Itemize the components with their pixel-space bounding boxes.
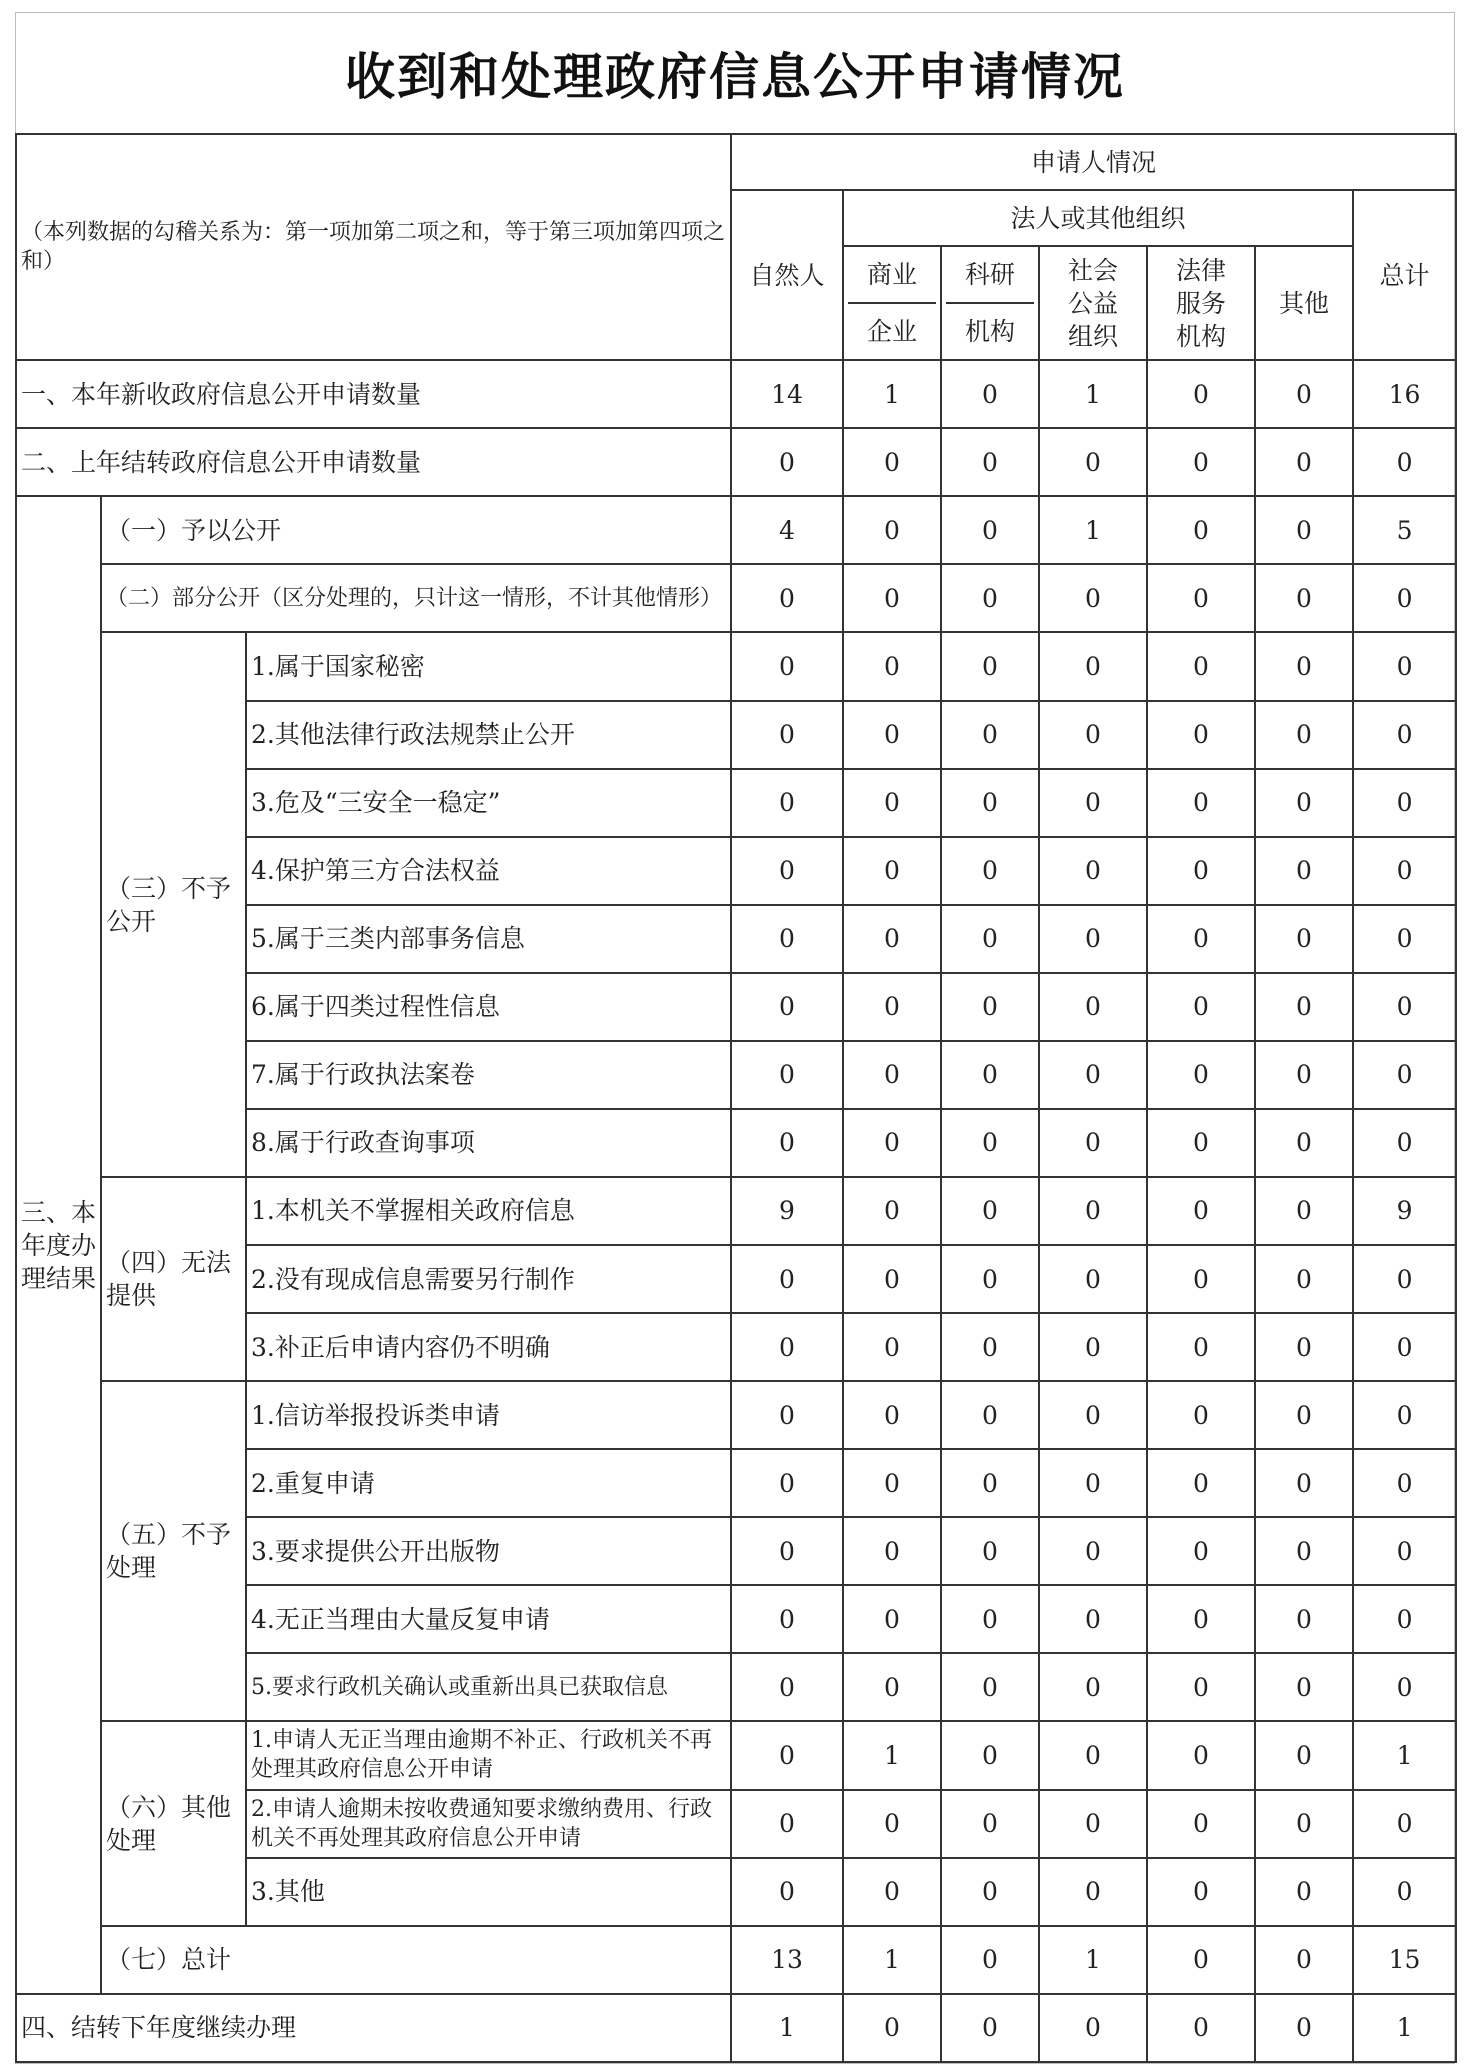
header-research <box>941 246 1039 360</box>
value-cell: 1 <box>1039 360 1147 428</box>
value-cell: 0 <box>941 973 1039 1041</box>
value-cell: 0 <box>731 1858 843 1926</box>
value-cell: 0 <box>1147 1653 1255 1721</box>
value-cell: 0 <box>843 1313 941 1381</box>
value-cell: 0 <box>1255 1245 1353 1313</box>
value-cell: 0 <box>1255 905 1353 973</box>
value-cell: 15 <box>1353 1926 1456 1994</box>
value-cell: 0 <box>941 1517 1039 1585</box>
group-section3-label: 三、本年度办理结果 <box>16 496 101 1993</box>
value-cell: 0 <box>941 564 1039 632</box>
value-cell: 0 <box>941 1858 1039 1926</box>
value-cell: 0 <box>731 1381 843 1449</box>
value-cell: 0 <box>1147 1381 1255 1449</box>
value-cell: 0 <box>731 1653 843 1721</box>
value-cell: 0 <box>1353 632 1456 700</box>
value-cell: 0 <box>731 632 843 700</box>
row-label: 1.属于国家秘密 <box>246 632 731 700</box>
value-cell: 0 <box>1039 1858 1147 1926</box>
value-cell: 0 <box>843 1381 941 1449</box>
header-legal-service: 法律服务机构 <box>1147 246 1255 360</box>
value-cell: 0 <box>1147 1994 1255 2062</box>
header-intro-note: （本列数据的勾稽关系为：第一项加第二项之和，等于第三项加第四项之和） <box>16 134 731 360</box>
value-cell: 5 <box>1353 496 1456 564</box>
row-label: 1.申请人无正当理由逾期不补正、行政机关不再处理其政府信息公开申请 <box>246 1721 731 1789</box>
value-cell: 0 <box>1039 632 1147 700</box>
value-cell: 0 <box>1255 1585 1353 1653</box>
value-cell: 0 <box>843 1041 941 1109</box>
value-cell: 0 <box>1353 1381 1456 1449</box>
table-row <box>16 632 1456 700</box>
value-cell: 0 <box>1353 1449 1456 1517</box>
value-cell: 0 <box>1255 1721 1353 1789</box>
value-cell: 0 <box>1039 1653 1147 1721</box>
value-cell: 0 <box>843 564 941 632</box>
group-other-processing-label: （六）其他处理 <box>101 1721 246 1925</box>
value-cell: 0 <box>1255 1313 1353 1381</box>
value-cell: 0 <box>1147 1926 1255 1994</box>
row-label: 1.本机关不掌握相关政府信息 <box>246 1177 731 1245</box>
value-cell: 0 <box>1039 564 1147 632</box>
value-cell: 0 <box>1255 1994 1353 2062</box>
value-cell: 0 <box>1255 632 1353 700</box>
value-cell: 0 <box>843 701 941 769</box>
value-cell: 0 <box>1353 1109 1456 1177</box>
value-cell: 0 <box>1147 837 1255 905</box>
value-cell: 0 <box>941 496 1039 564</box>
value-cell: 0 <box>1255 701 1353 769</box>
value-cell: 0 <box>941 1177 1039 1245</box>
value-cell: 0 <box>941 1721 1039 1789</box>
value-cell: 0 <box>731 1721 843 1789</box>
value-cell: 0 <box>843 1449 941 1517</box>
value-cell: 1 <box>731 1994 843 2062</box>
row-label: 3.要求提供公开出版物 <box>246 1517 731 1585</box>
value-cell: 1 <box>1353 1721 1456 1789</box>
table-row <box>16 1177 1456 1245</box>
header-commercial-line2: 企业 <box>848 302 936 359</box>
value-cell: 0 <box>1039 837 1147 905</box>
value-cell: 0 <box>1353 1585 1456 1653</box>
row-label: 2.重复申请 <box>246 1449 731 1517</box>
value-cell: 0 <box>1353 1653 1456 1721</box>
value-cell: 0 <box>843 837 941 905</box>
table-row <box>16 1994 1456 2062</box>
value-cell: 0 <box>843 1245 941 1313</box>
value-cell: 0 <box>1353 973 1456 1041</box>
value-cell: 0 <box>843 905 941 973</box>
value-cell: 0 <box>1147 1245 1255 1313</box>
value-cell: 1 <box>843 1721 941 1789</box>
value-cell: 0 <box>941 701 1039 769</box>
page-title: 收到和处理政府信息公开申请情况 <box>345 47 1125 106</box>
row-label: 2.没有现成信息需要另行制作 <box>246 1245 731 1313</box>
value-cell: 0 <box>843 632 941 700</box>
row-label: 2.申请人逾期未按收费通知要求缴纳费用、行政机关不再处理其政府信息公开申请 <box>246 1790 731 1858</box>
header-commercial-line1: 商业 <box>866 260 917 290</box>
value-cell: 0 <box>1147 1041 1255 1109</box>
value-cell: 0 <box>843 428 941 496</box>
value-cell: 14 <box>731 360 843 428</box>
value-cell: 0 <box>1147 1790 1255 1858</box>
row-label: 3.危及“三安全一稳定” <box>246 769 731 837</box>
value-cell: 0 <box>941 1313 1039 1381</box>
row-label: （一）予以公开 <box>101 496 731 564</box>
value-cell: 0 <box>1039 1381 1147 1449</box>
value-cell: 0 <box>843 769 941 837</box>
row-label: 3.补正后申请内容仍不明确 <box>246 1313 731 1381</box>
value-cell: 0 <box>1255 428 1353 496</box>
value-cell: 0 <box>731 1517 843 1585</box>
value-cell: 0 <box>1039 1245 1147 1313</box>
value-cell: 0 <box>1039 1585 1147 1653</box>
value-cell: 0 <box>1353 1517 1456 1585</box>
value-cell: 0 <box>1147 1858 1255 1926</box>
row-label: 5.要求行政机关确认或重新出具已获取信息 <box>246 1653 731 1721</box>
value-cell: 0 <box>1039 1109 1147 1177</box>
value-cell: 0 <box>941 837 1039 905</box>
header-legal-group: 法人或其他组织 <box>843 190 1353 246</box>
value-cell: 0 <box>1147 360 1255 428</box>
applications-table <box>15 133 1457 2063</box>
value-cell: 0 <box>731 1585 843 1653</box>
value-cell: 0 <box>843 1790 941 1858</box>
value-cell: 0 <box>1147 564 1255 632</box>
value-cell: 0 <box>731 1109 843 1177</box>
value-cell: 0 <box>1255 1517 1353 1585</box>
header-applicant-group: 申请人情况 <box>731 134 1456 190</box>
value-cell: 0 <box>1039 1313 1147 1381</box>
value-cell: 0 <box>731 1245 843 1313</box>
value-cell: 0 <box>1039 905 1147 973</box>
value-cell: 0 <box>1039 1449 1147 1517</box>
value-cell: 0 <box>1147 1721 1255 1789</box>
value-cell: 1 <box>1353 1994 1456 2062</box>
table-row <box>16 496 1456 564</box>
value-cell: 0 <box>1147 1449 1255 1517</box>
value-cell: 0 <box>1147 1313 1255 1381</box>
table-row <box>16 1926 1456 1994</box>
value-cell: 0 <box>1147 973 1255 1041</box>
table-row <box>16 360 1456 428</box>
value-cell: 13 <box>731 1926 843 1994</box>
value-cell: 0 <box>1039 1994 1147 2062</box>
row-label: 4.无正当理由大量反复申请 <box>246 1585 731 1653</box>
value-cell: 0 <box>1039 973 1147 1041</box>
row-label: 3.其他 <box>246 1858 731 1926</box>
value-cell: 0 <box>1147 1177 1255 1245</box>
value-cell: 0 <box>1147 701 1255 769</box>
value-cell: 0 <box>1353 1245 1456 1313</box>
value-cell: 0 <box>1039 769 1147 837</box>
row-label: 1.信访举报投诉类申请 <box>246 1381 731 1449</box>
value-cell: 9 <box>731 1177 843 1245</box>
value-cell: 0 <box>731 769 843 837</box>
row-label: （二）部分公开（区分处理的，只计这一情形，不计其他情形） <box>101 564 731 632</box>
value-cell: 0 <box>1147 769 1255 837</box>
value-cell: 0 <box>843 1653 941 1721</box>
table-row <box>16 1381 1456 1449</box>
value-cell: 9 <box>1353 1177 1456 1245</box>
row-label: 8.属于行政查询事项 <box>246 1109 731 1177</box>
value-cell: 0 <box>731 973 843 1041</box>
value-cell: 0 <box>1147 496 1255 564</box>
row-label: 一、本年新收政府信息公开申请数量 <box>16 360 731 428</box>
value-cell: 0 <box>941 1449 1039 1517</box>
header-research-line1: 科研 <box>964 260 1015 290</box>
value-cell: 0 <box>731 905 843 973</box>
value-cell: 0 <box>1255 1381 1353 1449</box>
value-cell: 0 <box>1353 1790 1456 1858</box>
value-cell: 0 <box>1353 837 1456 905</box>
value-cell: 4 <box>731 496 843 564</box>
value-cell: 0 <box>941 1245 1039 1313</box>
value-cell: 0 <box>843 1517 941 1585</box>
row-label: 4.保护第三方合法权益 <box>246 837 731 905</box>
value-cell: 0 <box>1353 769 1456 837</box>
value-cell: 0 <box>1039 428 1147 496</box>
value-cell: 0 <box>1255 1790 1353 1858</box>
header-commercial <box>843 246 941 360</box>
value-cell: 0 <box>1039 1041 1147 1109</box>
group-cannot-provide-label: （四）无法提供 <box>101 1177 246 1381</box>
value-cell: 0 <box>1039 1517 1147 1585</box>
value-cell: 0 <box>1353 1858 1456 1926</box>
value-cell: 0 <box>843 496 941 564</box>
value-cell: 0 <box>843 1585 941 1653</box>
value-cell: 0 <box>941 905 1039 973</box>
value-cell: 0 <box>1353 905 1456 973</box>
value-cell: 0 <box>1353 564 1456 632</box>
value-cell: 0 <box>843 1109 941 1177</box>
value-cell: 0 <box>843 1994 941 2062</box>
row-label: 二、上年结转政府信息公开申请数量 <box>16 428 731 496</box>
value-cell: 0 <box>1255 1926 1353 1994</box>
value-cell: 0 <box>1255 496 1353 564</box>
row-label: 2.其他法律行政法规禁止公开 <box>246 701 731 769</box>
value-cell: 0 <box>1255 1449 1353 1517</box>
value-cell: 0 <box>1255 1109 1353 1177</box>
value-cell: 0 <box>843 973 941 1041</box>
value-cell: 0 <box>1353 1041 1456 1109</box>
value-cell: 0 <box>1147 632 1255 700</box>
value-cell: 0 <box>941 1790 1039 1858</box>
value-cell: 0 <box>941 1994 1039 2062</box>
value-cell: 0 <box>731 837 843 905</box>
value-cell: 0 <box>731 1313 843 1381</box>
header-social-welfare: 社会公益组织 <box>1039 246 1147 360</box>
value-cell: 0 <box>731 1449 843 1517</box>
value-cell: 0 <box>1353 1313 1456 1381</box>
value-cell: 0 <box>1039 1790 1147 1858</box>
value-cell: 0 <box>1039 1177 1147 1245</box>
value-cell: 0 <box>1255 1858 1353 1926</box>
row-label: 7.属于行政执法案卷 <box>246 1041 731 1109</box>
value-cell: 0 <box>1147 1109 1255 1177</box>
value-cell: 0 <box>731 428 843 496</box>
value-cell: 0 <box>1255 1177 1353 1245</box>
header-research-line2: 机构 <box>946 302 1034 359</box>
header-row-1 <box>16 134 1456 190</box>
value-cell: 0 <box>1147 905 1255 973</box>
value-cell: 0 <box>941 1041 1039 1109</box>
group-not-processed-label: （五）不予处理 <box>101 1381 246 1721</box>
table-row <box>16 1721 1456 1789</box>
value-cell: 0 <box>1255 769 1353 837</box>
value-cell: 0 <box>1353 428 1456 496</box>
table-row <box>16 564 1456 632</box>
value-cell: 0 <box>1353 701 1456 769</box>
value-cell: 0 <box>941 1653 1039 1721</box>
value-cell: 0 <box>731 564 843 632</box>
value-cell: 16 <box>1353 360 1456 428</box>
value-cell: 0 <box>1255 1653 1353 1721</box>
row-label: 四、结转下年度继续办理 <box>16 1994 731 2062</box>
value-cell: 0 <box>1255 360 1353 428</box>
value-cell: 0 <box>1147 1585 1255 1653</box>
value-cell: 1 <box>843 1926 941 1994</box>
value-cell: 0 <box>1147 1517 1255 1585</box>
header-total: 总计 <box>1353 190 1456 360</box>
row-label: 5.属于三类内部事务信息 <box>246 905 731 973</box>
value-cell: 0 <box>941 1109 1039 1177</box>
value-cell: 1 <box>843 360 941 428</box>
value-cell: 0 <box>1255 564 1353 632</box>
table-row <box>16 428 1456 496</box>
value-cell: 0 <box>731 701 843 769</box>
value-cell: 0 <box>1147 428 1255 496</box>
value-cell: 0 <box>1255 973 1353 1041</box>
value-cell: 1 <box>1039 1926 1147 1994</box>
value-cell: 0 <box>941 1381 1039 1449</box>
value-cell: 0 <box>941 360 1039 428</box>
value-cell: 0 <box>843 1858 941 1926</box>
value-cell: 0 <box>941 428 1039 496</box>
value-cell: 0 <box>941 769 1039 837</box>
value-cell: 1 <box>1039 496 1147 564</box>
row-label: 6.属于四类过程性信息 <box>246 973 731 1041</box>
value-cell: 0 <box>731 1041 843 1109</box>
value-cell: 0 <box>1255 837 1353 905</box>
value-cell: 0 <box>1255 1041 1353 1109</box>
value-cell: 0 <box>941 1926 1039 1994</box>
value-cell: 0 <box>731 1790 843 1858</box>
value-cell: 0 <box>941 632 1039 700</box>
value-cell: 0 <box>1039 1721 1147 1789</box>
value-cell: 0 <box>843 1177 941 1245</box>
value-cell: 0 <box>941 1585 1039 1653</box>
value-cell: 0 <box>1039 701 1147 769</box>
header-other: 其他 <box>1255 246 1353 360</box>
group-not-disclosed-label: （三）不予公开 <box>101 632 246 1177</box>
header-natural-person: 自然人 <box>731 190 843 360</box>
row-label: （七）总计 <box>101 1926 731 1994</box>
